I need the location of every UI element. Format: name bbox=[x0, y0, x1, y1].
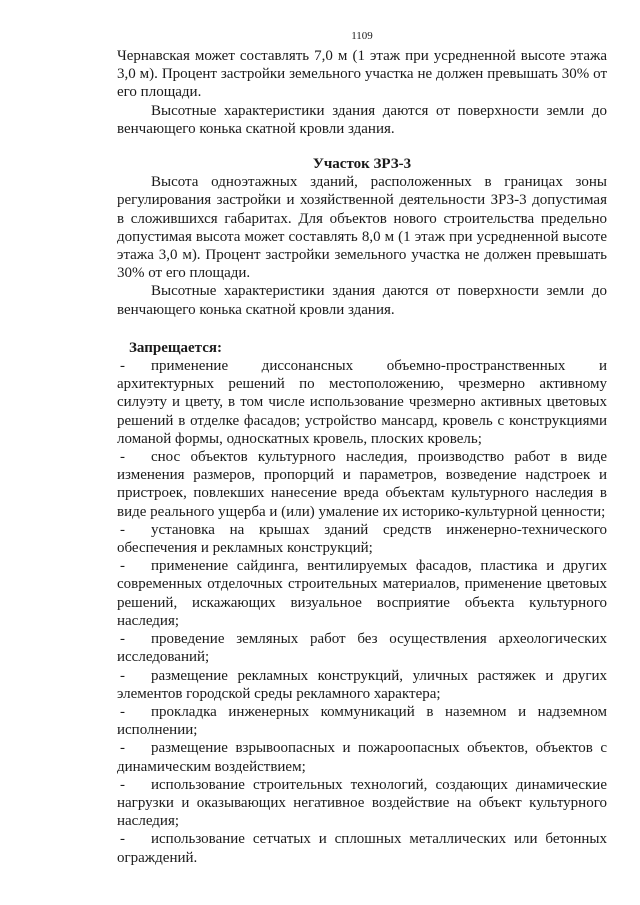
list-item bbox=[117, 448, 607, 521]
paragraph-height-note: Высотные характеристики здания даются от поверхности земли до венчающего конька скатной кровли здания. bbox=[117, 102, 607, 137]
list-item-text: прокладка инженерных коммуникаций в наземном и надземном исполнении; bbox=[117, 703, 607, 739]
list-dash: - bbox=[120, 831, 125, 848]
list-item-text: размещение взрывоопасных и пожароопасных объектов, объектов с динамическим воздействием; bbox=[117, 740, 607, 775]
list-dash: - bbox=[120, 740, 125, 757]
list-item bbox=[117, 521, 607, 557]
list-item-text: установка на крышах зданий средств инженерно-технического обеспечения и рекламных конструкций; bbox=[117, 521, 607, 557]
list-dash: - bbox=[120, 449, 125, 466]
list-item bbox=[117, 630, 607, 666]
list-item bbox=[117, 830, 607, 866]
list-item-text: использование сетчатых и сплошных металлических или бетонных ограждений. bbox=[117, 831, 607, 866]
list-dash: - bbox=[120, 358, 125, 375]
list-item bbox=[117, 667, 607, 703]
list-item-text: применение сайдинга, вентилируемых фасадов, пластика и других современных отделочных строительных материалов, применение цветовых решений, искажающих визуальное восприятие объекта культурного наследия; bbox=[117, 558, 607, 629]
forbidden-heading: Запрещается: bbox=[129, 339, 223, 356]
section-paragraph: Высота одноэтажных зданий, расположенных в границах зоны регулирования застройки и хозяйственной деятельности ЗРЗ-3 допустимая в сложившихся габаритах. Для объектов нового строительства предельно допустимая высота может составлять 8,0 м (1 этаж при усредненной высоте этажа 3,0 м). Процент застройки земельного участка не должен превышать 30% от его площади. bbox=[117, 174, 607, 282]
list-item bbox=[117, 739, 607, 775]
paragraph-continuation: Чернавская может составлять 7,0 м (1 этаж при усредненной высоте этажа 3,0 м). Процент застройки земельного участка не должен превышать 30% от его площади. bbox=[117, 48, 607, 101]
list-item bbox=[117, 703, 607, 739]
list-item-text: размещение рекламных конструкций, уличных растяжек и других элементов городской среды рекламного характера; bbox=[117, 667, 607, 702]
list-dash: - bbox=[120, 521, 125, 538]
section-paragraph: Высотные характеристики здания даются от поверхности земли до венчающего конька скатной кровли здания. bbox=[117, 283, 607, 318]
list-dash: - bbox=[120, 558, 125, 575]
list-item-text: проведение земляных работ без осуществления археологических исследований; bbox=[117, 631, 607, 666]
document-body bbox=[117, 47, 607, 867]
list-dash: - bbox=[120, 703, 125, 720]
list-dash: - bbox=[120, 776, 125, 793]
list-item-text: снос объектов культурного наследия, производство работ в виде изменения размеров, пропорций и параметров, возведение надстроек и пристроек, повлекших нанесение вреда объектам культурного наследия в виде реального ущерба и (или) умаление их историко-культурной ценности; bbox=[117, 449, 607, 520]
list-item-text: использование строительных технологий, создающих динамические нагрузки и оказывающих негативное воздействие на объект культурного наследия; bbox=[117, 776, 607, 830]
section-title: Участок ЗРЗ-3 bbox=[312, 156, 412, 173]
page-number: 1109 bbox=[351, 30, 373, 42]
list-item-text: применение диссонансных объемно-пространственных и архитектурных решений по местоположению, чрезмерно активному силуэту и цвету, в том числе использование чрезмерно активных цветовых решений в отделке фасадов; устройство мансард, кровель с конструкциями ломаной формы, односкатных кровель, плоских кровель; bbox=[117, 358, 607, 447]
list-dash: - bbox=[120, 631, 125, 648]
list-item bbox=[117, 776, 607, 831]
list-dash: - bbox=[120, 667, 125, 684]
list-item bbox=[117, 557, 607, 630]
list-item bbox=[117, 357, 607, 448]
